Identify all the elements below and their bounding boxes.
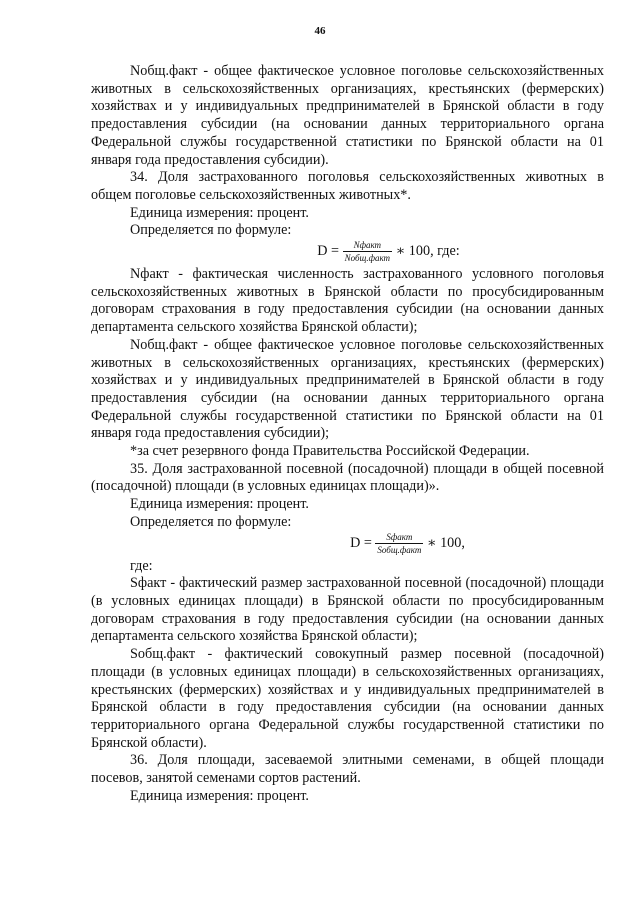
formula-34: [91, 240, 604, 266]
formula-intro-2: Определяется по формуле:: [130, 513, 292, 530]
unit-of-measure: Единица измерения: процент.: [130, 204, 309, 221]
where-label: где:: [130, 557, 153, 574]
paragraph-s-fact-definition: Sфакт - фактический размер застрахованной посевной (посадочной) площади (в условных единицах площади) в Брянской области по просубсидированным договорам страхования в году предоставления субсидии (на основании данных департамента сельского хозяйства Брянской области);: [91, 575, 604, 645]
formula-intro: Определяется по формуле:: [130, 222, 292, 239]
item-34-heading: 34. Доля застрахованного поголовья сельскохозяйственных животных в общем поголовье сельскохозяйственных животных*.: [91, 169, 604, 203]
footnote-reserve-fund: *за счет резервного фонда Правительства Российской Федерации.: [130, 443, 530, 460]
formula-fraction: [375, 532, 423, 555]
paragraph-n-total-definition: Nобщ.факт - общее фактическое условное поголовье сельскохозяйственных животных в сельскохозяйственных организациях, крестьянских (фермерских) хозяйствах и у индивидуальных предпринимателей в Брянской области в году предоставления субсидии (на основании данных территориального органа Федеральной службы государственной статистики по Брянской области на 01 января года предоставления субсидии).: [91, 63, 604, 168]
formula-lhs: D =: [350, 534, 372, 551]
paragraph-n-fact-definition: Nфакт - фактическая численность застрахованного условного поголовья сельскохозяйственных животных в Брянской области по просубсидированным договорам страхования в году предоставления субсидии (на основании данных департамента сельского хозяйства Брянской области);: [91, 266, 604, 336]
formula-numerator: Nфакт: [343, 240, 392, 252]
document-body: [91, 63, 604, 805]
formula-rhs: ∗ 100,: [426, 534, 465, 551]
unit-of-measure-2: Единица измерения: процент.: [130, 496, 309, 513]
formula-35: [91, 532, 604, 558]
unit-of-measure-3: Единица измерения: процент.: [130, 787, 309, 804]
formula-denominator: Sобщ.факт: [377, 544, 422, 555]
formula-numerator: Sфакт: [375, 532, 423, 544]
formula-lhs: D =: [317, 242, 340, 259]
formula-rhs: ∗ 100, где:: [395, 242, 460, 259]
formula-fraction: [343, 240, 392, 263]
item-36-heading: 36. Доля площади, засеваемой элитными семенами, в общей площади посевов, занятой семенами сортов растений.: [91, 752, 604, 787]
formula-denominator: Nобщ.факт: [344, 253, 391, 264]
paragraph-n-total-definition-2: Nобщ.факт - общее фактическое условное поголовье сельскохозяйственных животных в сельскохозяйственных организациях, крестьянских (фермерских) хозяйствах и у индивидуальных предпринимателей в Брянской области в году предоставления субсидии (на основании данных территориального органа Федеральной службы государственной статистики по Брянской области на 01 января года предоставления субсидии);: [91, 336, 604, 442]
paragraph-s-total-definition: Sобщ.факт - фактический совокупный размер посевной (посадочной) площади (в условных единицах площади) в сельскохозяйственных организациях, крестьянских (фермерских) хозяйствах и у индивидуальных предпринимателей в Брянской области в году предоставления субсидии (на основании данных территориального органа Федеральной службы государственной статистики по Брянской области).: [91, 646, 604, 751]
page-number: 46: [314, 25, 326, 37]
item-35-heading: 35. Доля застрахованной посевной (посадочной) площади в общей посевной (посадочной) площади (в условных единицах площади)».: [91, 460, 604, 495]
